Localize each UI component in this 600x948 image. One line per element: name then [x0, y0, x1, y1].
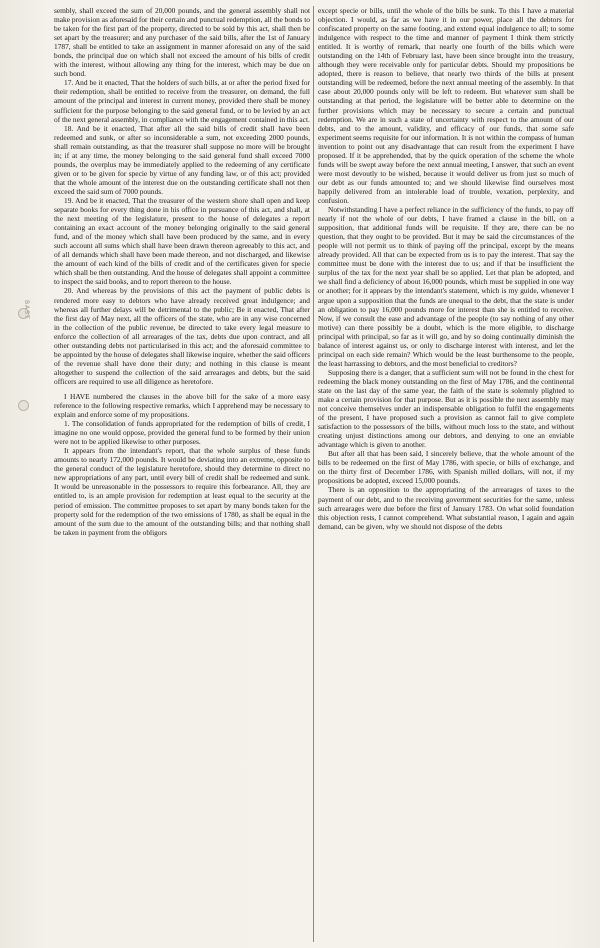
paragraph: 20. And whereas by the provisions of this act the payment of public debts is rendered more easy to debtors who have already received great indulgence; and whereas all further delays will be detrimental to the public; Be it enacted, That after the first day of May next, all the officers of the state, who are in any wise concerned in the collection of the public revenue, be directed to take every legal measure to enforce the collection of all arrearages of the tax, debts due upon contract, and all other outstanding debts not particularised in this act; and the aforesaid committee to be appointed by the house of delegates shall likewise inquire, whether the said officers of the revenue shall have done their duty; and nothing in this clause is meant altogether to suspend the collection of the said arrearages and debts, but the said officers are required to use all diligence as heretofore.	[54, 286, 310, 386]
paragraph: There is an opposition to the appropriating of the arrearages of taxes to the payment of our debt, and to the receiving government securities for the same, unless such arrearages were due before the first of January 1783. On what solid foundation this objection rests, I cannot comprehend. What substantial reason, I again and again demand, can be given, why we should not dispose of the debts	[318, 485, 574, 531]
paragraph: It appears from the intendant's report, that the whole surplus of these funds amounts to nearly 172,000 pounds. It would be deviating into an extreme, opposite to the general conduct of the legislature heretofore, should they determine to direct no new appropriations of any part, until every bill of credit shall be redeemed and sunk. It would be unreasonable in the possessors to require this forbearance. All, they are entitled to, is an ample provision for redemption at least equal to the security at the period of emission. The committee proposes to set apart by many bonds taken for the property sold for the redemption of the two emissions of 1780, as shall be equal in the amount of the sum due to the amount of the outstanding bills; and that nothing shall be taken in payment from the obligors	[54, 446, 310, 537]
binding-margin	[8, 300, 30, 500]
paragraph: sembly, shall exceed the sum of 20,000 pounds, and the general assembly shall not make provision as aforesaid for their certain and punctual redemption, all the bonds to be taken for the first part of the property, directed to be sold by this act, shall then be set apart by the treasurer; and any purchaser of the said bills, after the 1st of January 1787, shall be entitled to take an assignment in manner aforesaid on any of the said bonds, the principal due on which shall not exceed the amount of his bills of credit with the interest, without allowing any thing for the interest, which may be due on such bond.	[54, 6, 310, 79]
paragraph: I HAVE numbered the clauses in the above bill for the sake of a more easy reference to the following respective remarks, which I apprehend may be necessary to explain and enforce some of my propositions.	[54, 391, 310, 420]
column-rule	[313, 6, 314, 942]
right-column	[318, 6, 574, 942]
paragraph: except specie or bills, until the whole of the bills be sunk. To this I have a material objection. I would, as far as we have it in our power, place all the debtors for confiscated property on the same footing, and extend equal indulgence to all; to some indulgence with respect to the time and manner of payment I think them strictly entitled. It is worthy of remark, that nearly one fourth of the bills which were outstanding on the 14th of February last, have been since brought into the treasury, although they were receivable only for particular debts. Should my propositions be adopted, there is reason to believe, that nearly two thirds of the bills at present outstanding will be redeemed, before the next annual meeting of the assembly. In that case about 20,000 pounds only will be left to redeem. But whatever sum shall be outstanding at that period, the legislature will be better able to determine on the further provisions which may be necessary to secure a certain and punctual redemption. We are in such a state of uncertainty with respect to the amount of our debts, and to the amount, validity, and efficacy of our funds, that some safe experiment seems requisite for our information. It is not within the compass of human invention to point out any disadvantage that can result from the experiment I have proposed. If it be apprehended, that by the quick operation of the scheme the whole funds will be swept away before the next annual meeting, I answer, that such an event were most devoutly to be wished, because it would deliver us from just so much of our debt as our funds amounted to; and we should likewise find ourselves most happily delivered from an intolerable load of trouble, vexation, perplexity, and confusion.	[318, 6, 574, 205]
spine-label: BAST	[23, 300, 30, 320]
binding-hole	[18, 400, 29, 411]
paragraph: Supposing there is a danger, that a sufficient sum will not be found in the chest for redeeming the black money outstanding on the first of May 1786, and the continental state on the last day of the same year, the faith of the state is solemnly plighted to make a certain provision for that purpose. But as it is possible the next assembly may not conceive themselves under an indispensable obligation to fulfil the engagements of the present, I have proposed such a provision as cannot fail to give complete satisfaction to the possessors of the bills, without much loss to the state, and without creating unjust distinctions among our debtors, and denying to one an enviable advantage which is given to another.	[318, 367, 574, 450]
paragraph: Notwithstanding I have a perfect reliance in the sufficiency of the funds, to pay off nearly if not the whole of our debts, I have framed a clause in the bill, on a supposition, that additional funds will be requisite. If they are, there can be no question, that they ought to be provided. But it may be said the circumstances of the people will not permit us to think of paying off the principal, except by the means already provided. All that can be expected from us is to pay the interest. That say the committee must be done with the interest due to us; and if that be insufficient the surplus of the tax for the next year shall be so applied. Let that plan be adopted, and we shall find a deficiency of about 16,000 pounds, which must be supplied in one way or another; for it appears by the intendant's statement, which is my guide, whenever I argue upon a supposition that the funds are unequal to the debt, that the state is under an obligation to pay 16,000 pounds more for interest than she is entitled to receive. Now, if we consult the ease and advantage of the people (to say nothing of any other motive) can there possibly be a doubt, which is the more eligible, to discharge principal with principal, so far as it will go, and by so doing continually diminish the balance of interest against us, or only to discharge interest with interest, and let the principal on each side remain? Which would be the least burthensome to the people, the least harrassing to debtors, and the most beneficial to creditors?	[318, 205, 574, 368]
left-column	[54, 6, 310, 942]
paragraph: 1. The consolidation of funds appropriated for the redemption of bills of credit, I imagine no one would oppose, provided the general fund to be formed by their union were not to be applied likewise to other purposes.	[54, 419, 310, 447]
paragraph: But after all that has been said, I sincerely believe, that the whole amount of the bills to be redeemed on the first of May 1786, with specie, or bills of exchange, and on the thirty first of December 1786, with Spanish milled dollars, will not, if my propositions be adopted, exceed 15,000 pounds.	[318, 449, 574, 486]
paragraph: 19. And be it enacted, That the treasurer of the western shore shall open and keep separate books for every thing done in his office in pursuance of this act, and shall, at the next meeting of the legislature, present to the house of delegates a report containing an exact account of the money belonging originally to the said general fund, and of the money which shall have been produced by the same, and in every such account all sums which shall have been drawn thereon agreeably to this act, and of all demands which shall have been made thereon, and not discharged, and likewise the amount of each kind of the bills of credit and of the certificates given for specie which shall be then outstanding. And the house of delegates shall appoint a committee to inspect the said books, and to report thereon to the house.	[54, 195, 310, 287]
paragraph: 17. And be it enacted, That the holders of such bills, at or after the period fixed for their redemption, shall be entitled to receive from the treasurer, on demand, the full amount of the principal and interest in current money, provided there shall be money sufficient for the purpose belonging to the said general fund, or to be levied by an act of the next general assembly, in compliance with the engagement contained in this act.	[54, 78, 310, 124]
paragraph: 18. And be it enacted, That after all the said bills of credit shall have been redeemed and sunk, or after so inconsiderable a sum, not exceeding 2000 pounds, shall remain outstanding, as that the treasurer shall suppose no more will be brought in; if at any time, the money belonging to the said general fund shall exceed 7000 pounds, the overplus may be immediately applied to the redeeming of any certificate given or to be given for specie by virtue of any funding law, or of this act; provided that the whole amount of the interest due on the outstanding certificate shall not then exceed the said sum of 7000 pounds.	[54, 123, 310, 196]
